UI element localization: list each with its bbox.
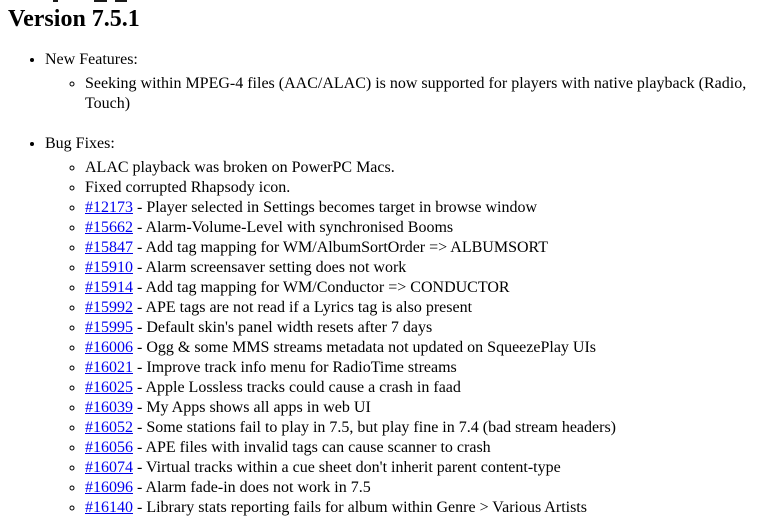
bugfix-entry [85, 218, 767, 238]
note-entry: ◦ Fixed corrupted Rhapsody icon. [85, 178, 767, 198]
bugfix-entry [85, 478, 767, 498]
section-item [45, 50, 767, 114]
ticket-link[interactable]: #15910 [85, 259, 133, 276]
ticket-link[interactable]: #15992 [85, 299, 133, 316]
bugfix-entry [85, 298, 767, 318]
entry-separator: - [133, 459, 147, 476]
ticket-link[interactable]: #16039 [85, 399, 133, 416]
entry-description: Add tag mapping for WM/AlbumSortOrder => ALBUMSORT [145, 239, 548, 256]
ticket-link[interactable]: #15995 [85, 319, 133, 336]
entry-separator: - [133, 479, 146, 496]
ticket-link[interactable]: #16074 [85, 459, 133, 476]
entry-description: Virtual tracks within a cue sheet don't inherit parent content-type [146, 459, 561, 476]
bugfix-entry [85, 278, 767, 298]
sections-list [8, 50, 767, 517]
note-entry: ◦ Seeking within MPEG-4 files (AAC/ALAC) is now supported for players with native playback (Radio, Touch) [85, 74, 767, 114]
ticket-link[interactable]: #15914 [85, 279, 133, 296]
entry-separator: - [133, 199, 147, 216]
bugfix-entry [85, 258, 767, 278]
bugfix-entry [85, 358, 767, 378]
entry-description: Add tag mapping for WM/Conductor => CONDUCTOR [145, 279, 510, 296]
bugfix-entry [85, 238, 767, 258]
entry-description: Ogg & some MMS streams metadata not updated on SqueezePlay UIs [146, 339, 597, 356]
entry-description: Default skin's panel width resets after 7 days [146, 319, 433, 336]
bugfix-entry [85, 378, 767, 398]
bugfix-entry [85, 458, 767, 478]
entry-description: Improve track info menu for RadioTime streams [146, 359, 457, 376]
ticket-link[interactable]: #15662 [85, 219, 133, 236]
bugfix-entry [85, 398, 767, 418]
section-item [45, 134, 767, 517]
entry-description: APE tags are not read if a Lyrics tag is also present [145, 299, 473, 316]
clipped-text-fragment [53, 0, 58, 2]
ticket-link[interactable]: #15847 [85, 239, 133, 256]
entry-separator: - [133, 419, 147, 436]
entry-description: Alarm-Volume-Level with synchronised Booms [145, 219, 454, 236]
entry-description: APE files with invalid tags can cause scanner to crash [145, 439, 491, 456]
ticket-link[interactable]: #16140 [85, 499, 133, 516]
entry-separator: - [133, 239, 146, 256]
entry-description: Alarm fade-in does not work in 7.5 [145, 479, 371, 496]
entry-description: My Apps shows all apps in web UI [146, 399, 371, 416]
entry-description: Alarm screensaver setting does not work [145, 259, 407, 276]
entry-separator: - [133, 359, 147, 376]
section-entries [45, 74, 767, 114]
ticket-link[interactable]: #16052 [85, 419, 133, 436]
bugfix-entry [85, 318, 767, 338]
section-entries [45, 158, 767, 517]
entry-separator: - [133, 399, 147, 416]
bugfix-entry [85, 438, 767, 458]
section-label: Bug Fixes: [45, 135, 115, 152]
bugfix-entry [85, 418, 767, 438]
entry-description: Player selected in Settings becomes target in browse window [146, 199, 538, 216]
entry-separator: - [133, 319, 147, 336]
clipped-text-fragment [115, 0, 127, 2]
bugfix-entry [85, 498, 767, 517]
ticket-link[interactable]: #16021 [85, 359, 133, 376]
ticket-link[interactable]: #16056 [85, 439, 133, 456]
entry-separator: - [133, 439, 146, 456]
entry-separator: - [133, 379, 146, 396]
entry-description: Apple Lossless tracks could cause a crash in faad [145, 379, 461, 396]
bugfix-entry [85, 338, 767, 358]
ticket-link[interactable]: #16096 [85, 479, 133, 496]
ticket-link[interactable]: #12173 [85, 199, 133, 216]
entry-description: Some stations fail to play in 7.5, but play fine in 7.4 (bad stream headers) [146, 419, 616, 436]
entry-separator: - [133, 259, 146, 276]
note-entry: ◦ ALAC playback was broken on PowerPC Macs. [85, 158, 767, 178]
bugfix-entry [85, 198, 767, 218]
entry-description: Library stats reporting fails for album within Genre > Various Artists [146, 499, 587, 516]
entry-separator: - [133, 339, 147, 356]
entry-separator: - [133, 219, 146, 236]
section-label: New Features: [45, 51, 138, 68]
page-title: Version 7.5.1 [8, 6, 140, 32]
entry-separator: - [133, 279, 146, 296]
clipped-text-fragment [94, 0, 107, 2]
ticket-link[interactable]: #16025 [85, 379, 133, 396]
ticket-link[interactable]: #16006 [85, 339, 133, 356]
entry-separator: - [133, 499, 147, 516]
entry-separator: - [133, 299, 146, 316]
